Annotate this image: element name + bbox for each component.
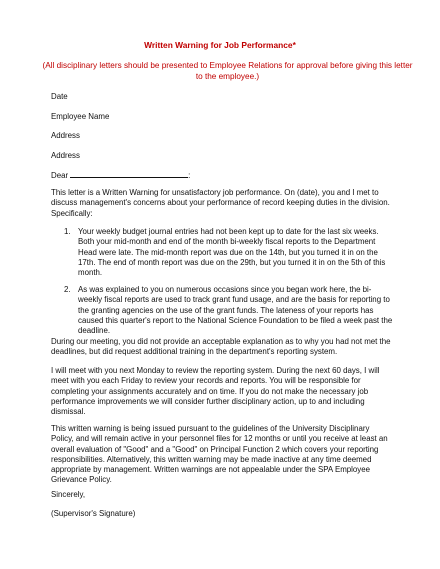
meeting-paragraph: During our meeting, you did not provide an acceptable explanation as to why you had not met the deadlines, but did request additional training in the department's reporting system. (51, 337, 391, 357)
signature-line: (Supervisor's Signature) (51, 509, 136, 518)
list-item (64, 227, 394, 278)
approval-note: (All disciplinary letters should be presented to Employee Relations for approval before giving this letter to the employee.) (42, 61, 413, 81)
address-field-2: Address (51, 151, 80, 160)
list-number: 1. (64, 227, 71, 236)
name-blank-line (70, 170, 188, 178)
document-title: Written Warning for Job Performance* (144, 40, 296, 50)
list-number: 2. (64, 285, 71, 294)
employee-name-field: Employee Name (51, 112, 110, 121)
plan-paragraph: I will meet with you next Monday to review the reporting system. During the next 60 days, I will meet with you each Friday to review your records and reports. You will be responsible for completing your assignments accurately and on time. If you do not make the necessary job performance improvements we will consider further disciplinary action, up to and including dismissal. (51, 366, 380, 417)
closing: Sincerely, (51, 490, 86, 499)
address-field-1: Address (51, 131, 80, 140)
policy-paragraph: This written warning is being issued pursuant to the guidelines of the University Disciplinary Policy, and will remain active in your personnel files for 12 months or until you receive at least an overall evaluation of "Good" and a "Good" on Principal Function 2 which covers your reporting responsibilities. Alternatively, this written warning may be made inactive at any time deemed appropriate by management. Written warnings are not appealable under the SPA Employee Grievance Policy. (51, 424, 388, 485)
date-field: Date (51, 92, 68, 101)
list-item-text: Your weekly budget journal entries had not been kept up to date for the last six weeks. Both your mid-month and end of the month bi-weekly fiscal reports to the Department Head were late. The mid-month report was due on the 14th, but you turned it in on the 17th. The end of month report was due on the 29th, but you turned it in on the 5th of this month. (78, 227, 386, 278)
salutation: Dear : (51, 171, 191, 180)
intro-paragraph: This letter is a Written Warning for unsatisfactory job performance. On (date), you and I met to discuss management's concerns about your performance of record keeping duties in the division. Specifically: (51, 188, 390, 218)
list-item-text: As was explained to you on numerous occasions since you began work here, the bi-weekly fiscal reports are used to track grant fund usage, and are the basis for reporting to the granting agencies on the use of the grant funds. The lateness of your reports has caused this quarter's report to the National Science Foundation to be filed a week past the deadline. (78, 285, 393, 336)
list-item (64, 285, 394, 336)
